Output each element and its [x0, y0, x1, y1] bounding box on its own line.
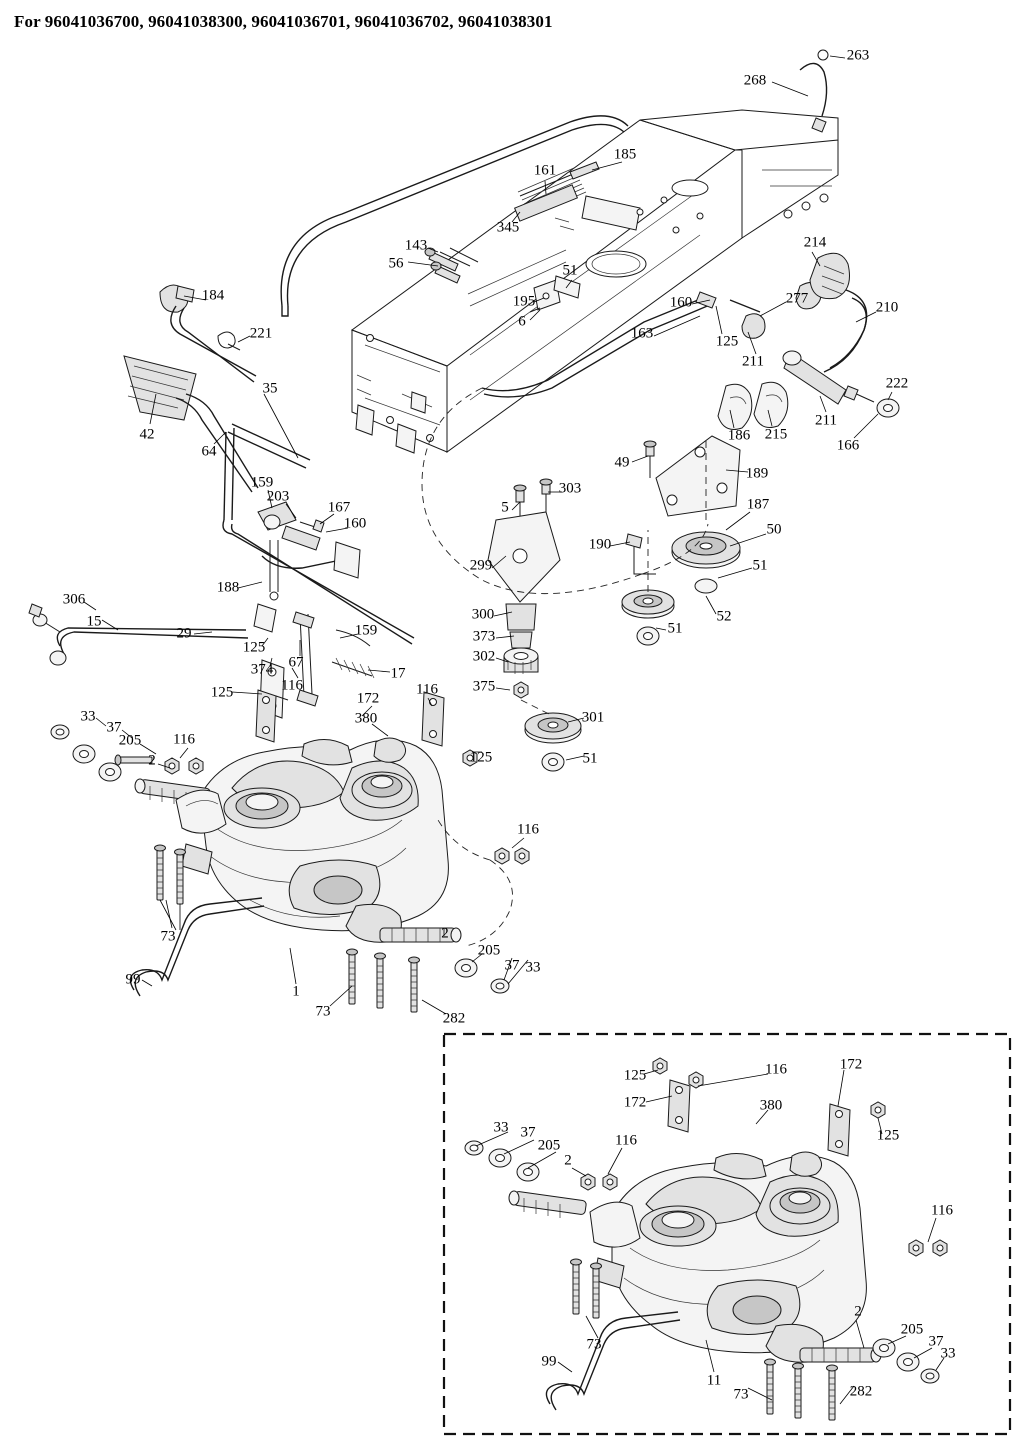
- callout-143: 143: [404, 237, 428, 254]
- callout-99-a: 99: [125, 971, 141, 988]
- callout-374: 374: [250, 661, 274, 678]
- rod-268: [800, 50, 828, 132]
- callout-73-b: 73: [315, 1003, 331, 1020]
- callout-306: 306: [62, 591, 86, 608]
- callout-205-b: 205: [477, 942, 501, 959]
- callout-205-d: 205: [900, 1321, 924, 1338]
- callout-125-f: 125: [876, 1127, 900, 1144]
- callout-42: 42: [139, 426, 155, 443]
- callout-51-d: 51: [582, 750, 598, 767]
- callout-214: 214: [803, 234, 827, 251]
- rod-35: [223, 424, 414, 644]
- callout-67: 67: [288, 654, 304, 671]
- callout-190: 190: [588, 536, 612, 553]
- callout-189: 189: [745, 465, 769, 482]
- callout-33-a: 33: [80, 708, 96, 725]
- callout-166: 166: [836, 437, 860, 454]
- callout-33-c: 33: [493, 1119, 509, 1136]
- callout-29: 29: [176, 625, 192, 642]
- callout-167: 167: [327, 499, 351, 516]
- callout-73-a: 73: [160, 928, 176, 945]
- callout-125-a: 125: [715, 333, 739, 350]
- callout-160-b: 160: [343, 515, 367, 532]
- callout-17: 17: [390, 665, 406, 682]
- callout-49: 49: [614, 454, 630, 471]
- callout-51-a: 51: [562, 262, 578, 279]
- callout-187: 187: [746, 496, 770, 513]
- callout-116-a: 116: [281, 677, 303, 694]
- callout-302: 302: [472, 648, 496, 665]
- callout-221: 221: [249, 325, 273, 342]
- transaxle-main: [135, 738, 461, 942]
- callout-380-a: 380: [354, 710, 378, 727]
- callout-6: 6: [518, 313, 526, 330]
- callout-37-a: 37: [106, 719, 122, 736]
- callout-116-e: 116: [765, 1061, 787, 1078]
- callout-125-e: 125: [623, 1067, 647, 1084]
- callout-37-c: 37: [520, 1124, 536, 1141]
- callout-52: 52: [716, 608, 732, 625]
- callout-99-b: 99: [541, 1353, 557, 1370]
- callout-282-a: 282: [442, 1010, 466, 1027]
- callout-125-c: 125: [210, 684, 234, 701]
- callout-345: 345: [496, 219, 520, 236]
- callout-2-a: 2: [148, 752, 156, 769]
- callout-33-d: 33: [940, 1345, 956, 1362]
- callout-73-d: 73: [733, 1386, 749, 1403]
- callout-300: 300: [471, 606, 495, 623]
- callout-116-f: 116: [615, 1132, 637, 1149]
- callout-159-b: 159: [354, 622, 378, 639]
- callout-222: 222: [885, 375, 909, 392]
- callout-1: 1: [292, 983, 300, 1000]
- bolt-185: [570, 162, 599, 179]
- callout-56: 56: [388, 255, 404, 272]
- bracket-172-inset-left: [668, 1080, 690, 1132]
- callout-37-b: 37: [504, 957, 520, 974]
- callout-195: 195: [512, 293, 536, 310]
- callout-268: 268: [743, 72, 767, 89]
- callout-73-c: 73: [586, 1336, 602, 1353]
- callout-159-a: 159: [250, 474, 274, 491]
- callout-33-b: 33: [525, 959, 541, 976]
- callout-303: 303: [558, 480, 582, 497]
- callout-35: 35: [262, 380, 278, 397]
- callout-373: 373: [472, 628, 496, 645]
- callout-116-b: 116: [416, 681, 438, 698]
- brake-group: [715, 253, 899, 429]
- callout-37-d: 37: [928, 1333, 944, 1350]
- callout-188: 188: [216, 579, 240, 596]
- callout-263: 263: [846, 47, 870, 64]
- callout-51-b: 51: [752, 557, 768, 574]
- callout-51-c: 51: [667, 620, 683, 637]
- callout-185: 185: [613, 146, 637, 163]
- callout-380-b: 380: [759, 1097, 783, 1114]
- callout-15: 15: [86, 613, 102, 630]
- bracket-172-inset-right: [828, 1104, 850, 1156]
- callout-172-c: 172: [623, 1094, 647, 1111]
- linkage-cluster: [254, 499, 374, 718]
- callout-211-b: 211: [815, 412, 837, 429]
- callout-172-a: 172: [356, 690, 380, 707]
- callout-277: 277: [785, 290, 809, 307]
- callout-50: 50: [766, 521, 782, 538]
- deck-bracket-column: [488, 479, 581, 771]
- callout-215: 215: [764, 426, 788, 443]
- callout-125-d: 125: [469, 749, 493, 766]
- clip-221: [218, 332, 240, 350]
- callout-2-d: 2: [854, 1303, 862, 1320]
- bracket-172-right: [422, 692, 444, 746]
- callout-186: 186: [727, 427, 751, 444]
- callout-116-d: 116: [517, 821, 539, 838]
- callout-211-a: 211: [742, 353, 764, 370]
- callout-163: 163: [630, 325, 654, 342]
- callout-205-a: 205: [118, 732, 142, 749]
- callout-2-c: 2: [564, 1152, 572, 1169]
- callout-125-b: 125: [242, 639, 266, 656]
- callout-184: 184: [201, 287, 225, 304]
- callout-116-g: 116: [931, 1202, 953, 1219]
- pedal-42: [124, 356, 258, 492]
- callout-160-a: 160: [669, 294, 693, 311]
- callout-5: 5: [501, 499, 509, 516]
- page-title: For 96041036700, 96041038300, 96041036701, 96041036702, 96041038301: [14, 12, 553, 31]
- callout-282-b: 282: [849, 1383, 873, 1400]
- callout-2-b: 2: [441, 925, 449, 942]
- callout-205-c: 205: [537, 1137, 561, 1154]
- transaxle-inset: [465, 1058, 947, 1420]
- callout-203: 203: [266, 488, 290, 505]
- rod-99: [130, 898, 264, 996]
- callout-172-b: 172: [839, 1056, 863, 1073]
- callout-210: 210: [875, 299, 899, 316]
- bolts-73-bottom: [347, 949, 420, 1012]
- callout-116-c: 116: [173, 731, 195, 748]
- callout-301: 301: [581, 709, 605, 726]
- rod-29: [29, 604, 248, 665]
- callout-64: 64: [201, 443, 217, 460]
- callout-375: 375: [472, 678, 496, 695]
- callout-11: 11: [706, 1372, 722, 1389]
- callout-299: 299: [469, 557, 493, 574]
- callout-161: 161: [533, 162, 557, 179]
